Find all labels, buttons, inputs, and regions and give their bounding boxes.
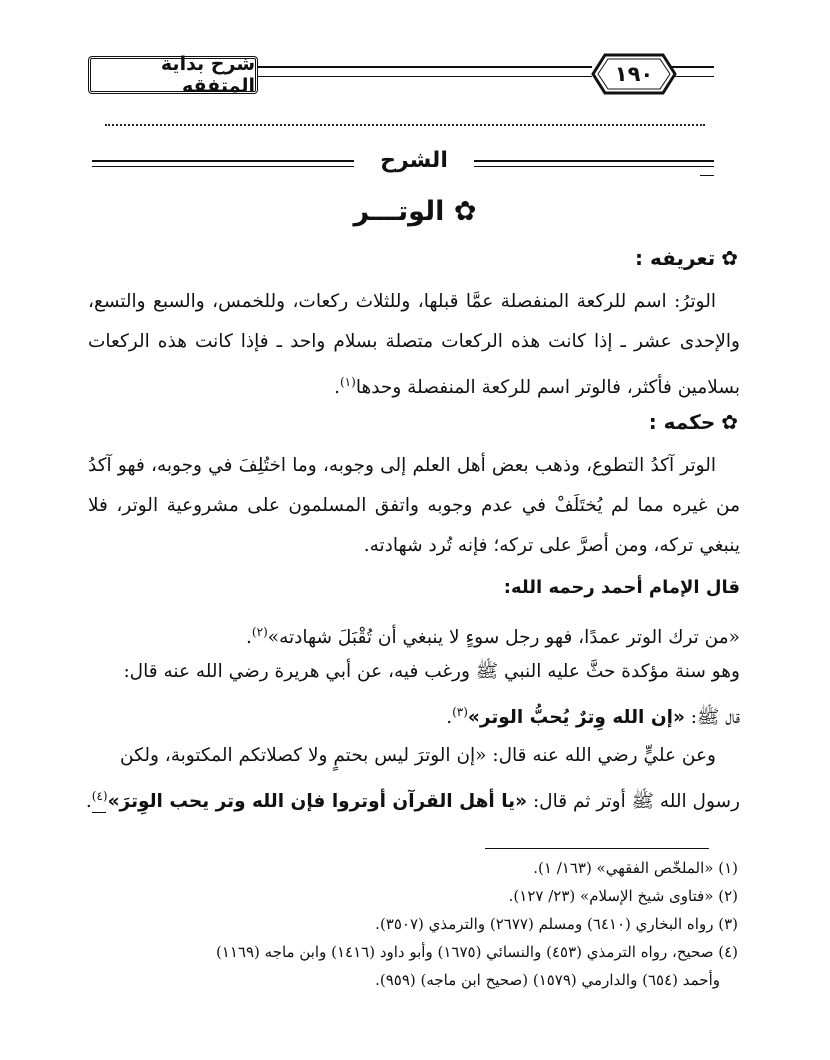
footnote-ref-3: (٣)	[452, 705, 468, 719]
section-rule-left-2	[92, 166, 354, 167]
flower-icon: ✿	[721, 410, 738, 434]
margin-mark	[92, 812, 106, 813]
header-rule-right-2	[672, 76, 714, 77]
footnote-ref-1: (١)	[339, 375, 356, 389]
footnote-separator	[485, 848, 709, 849]
footnote-ref-2: (٢)	[251, 625, 268, 639]
section-rule-right-2	[474, 166, 714, 167]
dotted-divider	[105, 124, 705, 128]
topic-heading	[330, 196, 500, 227]
hadith-line: قال ﷺ: «إن الله وِترٌ يُحبُّ الوتر»$^{(٣)}$.	[446, 705, 740, 729]
footnote-4: (٤) صحيح، رواه الترمذي (٤٥٣) والنسائي (١٦٧٥) وأبو داود (١٤١٦) وابن ماجه (١١٦٩)	[215, 943, 738, 961]
ruling-heading-text: حكمه :	[648, 410, 716, 434]
section-rule-left	[92, 160, 354, 162]
footnote-1: (١) «الملخّص الفقهي» (١٦٣/ ١).	[533, 859, 738, 877]
ruling-text: الوتر آكدُ التطوع، وذهب بعض أهل العلم إلى وجوبه، وما اختُلِفَ في وجوبه، فهو آكدُ من غيره مما لم يُختَلَفْ في عدم وجوبه واتفق المسلمون على مشروعية الوتر، فلا ينبغي تركه، ومن أصرَّ على تركه؛ فإنه تُرد شهادته.	[88, 455, 740, 556]
imam-heading: قال الإمام أحمد رحمه الله:	[503, 577, 740, 598]
ali-line-2: رسول الله ﷺ أوتر ثم قال: «يا أهل القرآن أوتروا فإن الله وتر يحب الوِترَ»$^{(٤)}$.	[85, 789, 740, 813]
sunnah-line: وهو سنة مؤكدة حثَّ عليه النبي ﷺ ورغب فيه، عن أبي هريرة رضي الله عنه قال:	[123, 661, 740, 682]
book-title-frame	[88, 53, 258, 97]
topic-title: الوتـــر	[353, 196, 445, 227]
header-rule-top	[258, 66, 592, 68]
definition-text: الوترُ: اسم للركعة المنفصلة عمَّا قبلها، وللثلاث ركعات، وللخمس، والسبع والتسع، والإحدى عشر ـ إذا كانت هذه الركعات متصلة بسلام واحد ـ فإذا كانت هذه الركعات بسلامين فأكثر، فالوتر اسم للركعة المنفصلة وحدها	[88, 291, 740, 399]
margin-mark	[700, 175, 714, 176]
ali-prefix: رسول الله ﷺ أوتر ثم قال:	[527, 791, 740, 813]
footnote-4-continued: وأحمد (٦٥٤) والدارمي (١٥٧٩) (صحيح ابن ماجه) (٩٥٩).	[375, 971, 720, 989]
definition-heading-text: تعريفه :	[635, 246, 716, 270]
hadith-text: «إن الله وِترٌ يُحبُّ الوتر»	[467, 707, 685, 729]
definition-paragraph: الوترُ: اسم للركعة المنفصلة عمَّا قبلها، وللثلاث ركعات، وللخمس، والسبع والتسع، والإحدى عشر ـ إذا كانت هذه الركعات متصلة بسلام واحد ـ فإذا كانت هذه الركعات بسلامين فأكثر، فالوتر اسم للركعة المنفصلة وحدها$^{(١)}$.	[88, 291, 740, 399]
ali-line-1: وعن عليٍّ رضي الله عنه قال: «إن الوترَ ليس بحتمٍ ولا كصلاتكم المكتوبة، ولكن	[120, 745, 716, 766]
quote-line: «من ترك الوتر عمدًا، فهو رجل سوءٍ لا ينبغي أن تُقْبَلَ شهادته»$^{(٢)}$.	[246, 625, 740, 649]
ali-hadith-text: «يا أهل القرآن أوتروا فإن الله وتر يحب الوِترَ»	[107, 791, 528, 813]
flower-icon: ✿	[721, 246, 738, 270]
book-title: شرح بداية المتفقه	[160, 53, 255, 97]
section-title: الشرح	[380, 148, 448, 173]
ruling-paragraph	[88, 446, 740, 566]
page-number: ١٩٠	[614, 62, 654, 86]
flower-icon: ✿	[444, 196, 477, 227]
footnote-2: (٢) «فتاوى شيخ الإسلام» (٢٣/ ١٢٧).	[508, 887, 738, 905]
footnote-ref-4: (٤)	[91, 789, 108, 803]
header-rule-right	[672, 66, 714, 68]
header-rule-bottom	[258, 76, 592, 77]
definition-heading	[635, 246, 738, 270]
section-rule-right	[474, 160, 714, 162]
footnote-3: (٣) رواه البخاري (٦٤١٠) ومسلم (٢٦٧٧) والترمذي (٣٥٠٧).	[375, 915, 738, 933]
hadith-prefix: قال ﷺ:	[684, 707, 740, 729]
quote-text: «من ترك الوتر عمدًا، فهو رجل سوءٍ لا ينبغي أن تُقْبَلَ شهادته»	[267, 627, 740, 649]
ruling-heading	[649, 410, 738, 434]
